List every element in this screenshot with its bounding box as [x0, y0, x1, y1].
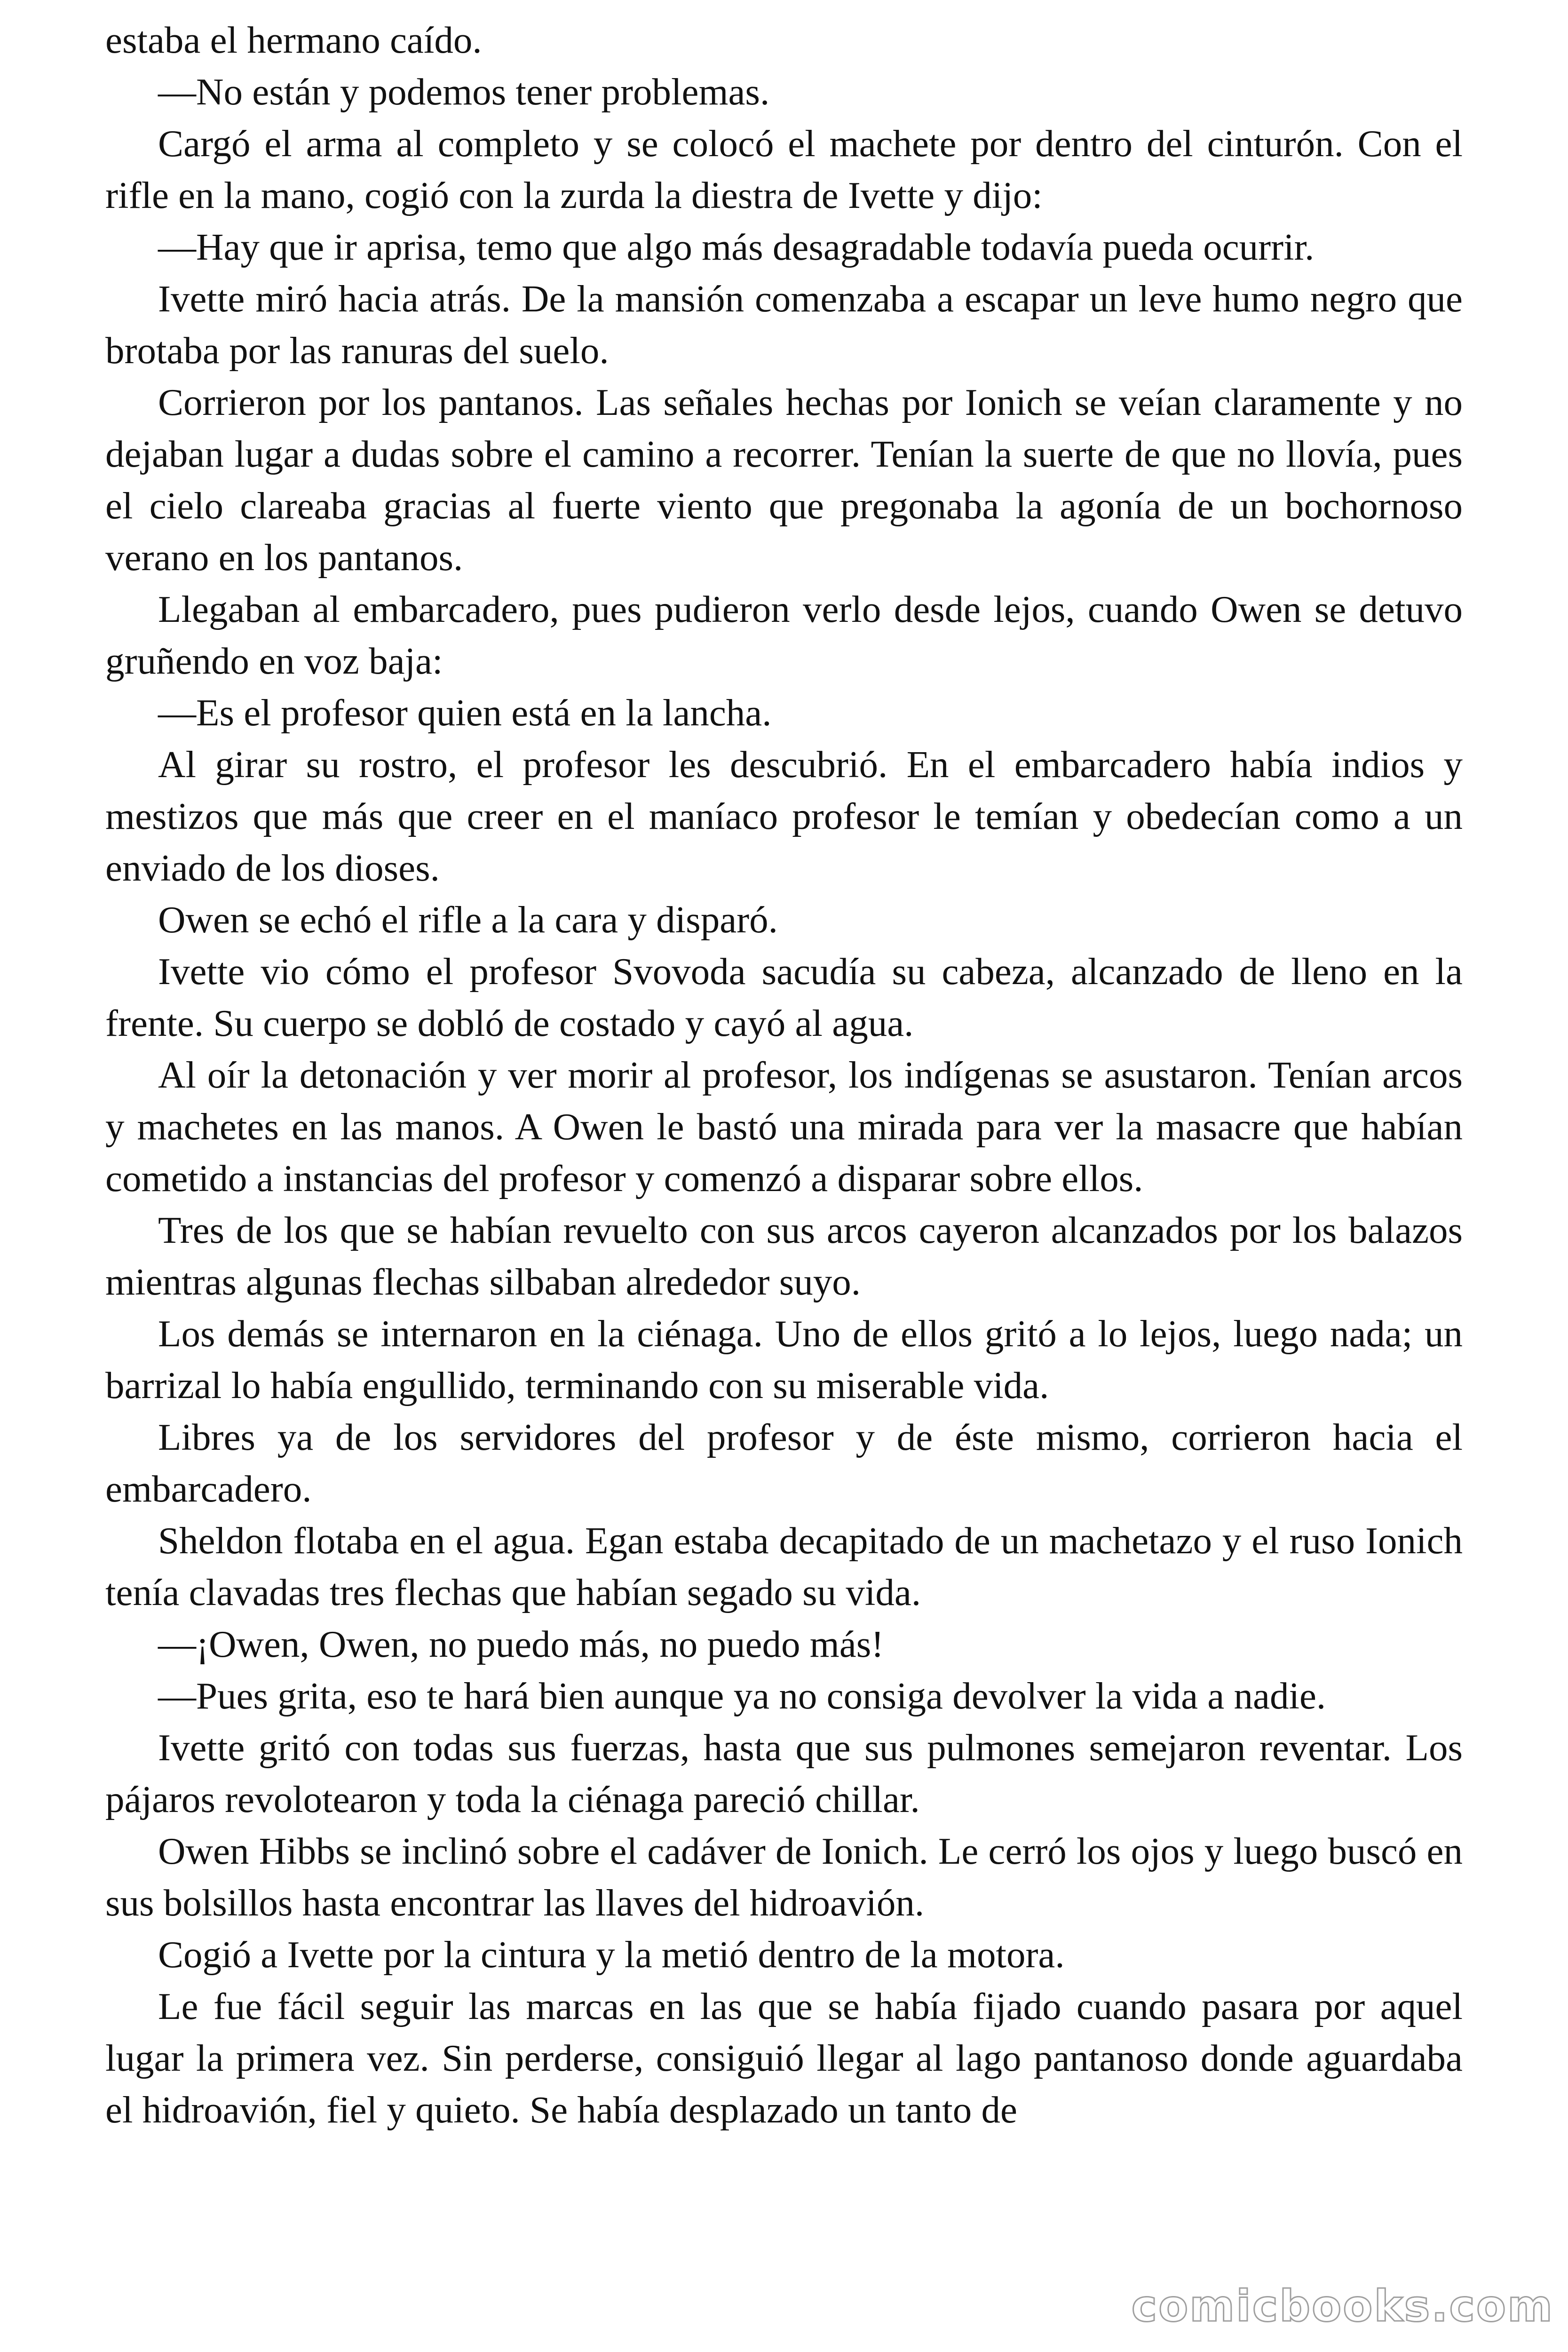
paragraph: Al girar su rostro, el profesor les descubrió. En el embarcadero había indios y mestizos que más que creer en el maníaco profesor le temían y obedecían como a un enviado de los dioses.: [105, 743, 1463, 889]
paragraph: Cargó el arma al completo y se colocó el machete por dentro del cinturón. Con el rifle en la mano, cogió con la zurda la diestra de Ivette y dijo:: [105, 122, 1463, 216]
paragraph: Tres de los que se habían revuelto con sus arcos cayeron alcanzados por los balazos mientras algunas flechas silbaban alrededor suyo.: [105, 1209, 1463, 1303]
paragraph: Los demás se internaron en la ciénaga. Uno de ellos gritó a lo lejos, luego nada; un barrizal lo había engullido, terminando con su miserable vida.: [105, 1312, 1463, 1406]
paragraph: Corrieron por los pantanos. Las señales hechas por Ionich se veían claramente y no dejaban lugar a dudas sobre el camino a recorrer. Tenían la suerte de que no llovía, pues el cielo clareaba gracias al fuerte viento que pregonaba la agonía de un bochornoso verano en los pantanos.: [105, 381, 1463, 579]
paragraph: estaba el hermano caído.: [105, 19, 482, 61]
paragraph: Al oír la detonación y ver morir al profesor, los indígenas se asustaron. Tenían arcos y machetes en las manos. A Owen le bastó una mirada para ver la masacre que habían cometido a instancias del profesor y comenzó a disparar sobre ellos.: [105, 1054, 1463, 1200]
paragraph: —No están y podemos tener problemas.: [158, 71, 770, 113]
paragraph: —Es el profesor quien está en la lancha.: [158, 691, 772, 734]
watermark-text: comicbooks.com: [1131, 2281, 1554, 2331]
paragraph: —¡Owen, Owen, no puedo más, no puedo más!: [158, 1623, 884, 1665]
paragraph: Ivette vio cómo el profesor Svovoda sacudía su cabeza, alcanzado de lleno en la frente. Su cuerpo se dobló de costado y cayó al agua.: [105, 950, 1463, 1044]
paragraph: Cogió a Ivette por la cintura y la metió dentro de la motora.: [158, 1933, 1065, 1976]
paragraph: Owen se echó el rifle a la cara y disparó.: [158, 898, 778, 941]
paragraph: —Pues grita, eso te hará bien aunque ya no consiga devolver la vida a nadie.: [158, 1675, 1326, 1717]
paragraph: Ivette gritó con todas sus fuerzas, hasta que sus pulmones semejaron reventar. Los pájaros revolotearon y toda la ciénaga pareció chillar.: [105, 1726, 1463, 1820]
paragraph: Llegaban al embarcadero, pues pudieron verlo desde lejos, cuando Owen se detuvo gruñendo en voz baja:: [105, 588, 1463, 682]
paragraph: Owen Hibbs se inclinó sobre el cadáver de Ionich. Le cerró los ojos y luego buscó en sus bolsillos hasta encontrar las llaves del hidroavión.: [105, 1830, 1463, 1924]
paragraph: —Hay que ir aprisa, temo que algo más desagradable todavía pueda ocurrir.: [158, 226, 1315, 268]
paragraph: Ivette miró hacia atrás. De la mansión comenzaba a escapar un leve humo negro que brotaba por las ranuras del suelo.: [105, 278, 1463, 372]
paragraph: Le fue fácil seguir las marcas en las que se había fijado cuando pasara por aquel lugar la primera vez. Sin perderse, consiguió llegar al lago pantanoso donde aguardaba el hidroavión, fiel y quieto. Se había desplazado un tanto de: [105, 1985, 1463, 2131]
paragraph: Libres ya de los servidores del profesor y de éste mismo, corrieron hacia el embarcadero.: [105, 1416, 1463, 1510]
paragraph: Sheldon flotaba en el agua. Egan estaba decapitado de un machetazo y el ruso Ionich tenía clavadas tres flechas que habían segado su vida.: [105, 1519, 1463, 1613]
page-text: [105, 14, 1463, 2136]
